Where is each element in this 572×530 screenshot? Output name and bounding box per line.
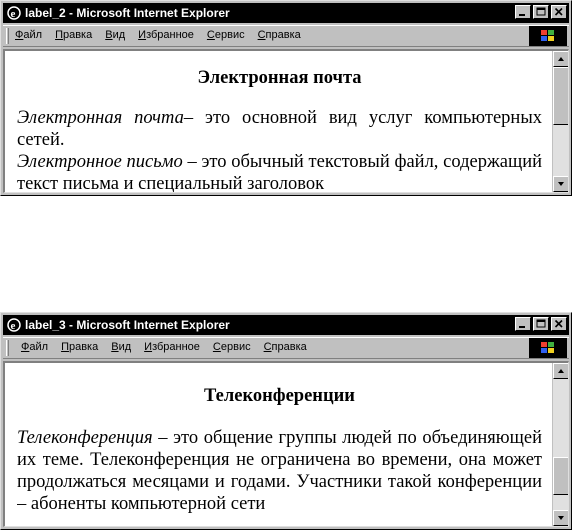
menu-help[interactable] (258, 29, 301, 41)
menu-accel: С (212, 341, 221, 353)
menu-edit[interactable] (61, 341, 98, 353)
page-heading: Электронная почта (197, 68, 362, 88)
menu-favorites[interactable] (144, 341, 200, 353)
menu-bar (3, 337, 569, 359)
menu-tools[interactable] (207, 29, 245, 41)
menu-label: равка (62, 29, 93, 41)
scroll-up-button[interactable] (553, 51, 569, 67)
menu-label: ид (118, 341, 132, 353)
paragraph (17, 107, 542, 151)
term: Электронное письмо (17, 152, 183, 172)
scroll-thumb[interactable] (553, 67, 569, 125)
minimize-button[interactable] (515, 317, 531, 331)
menu-accel: И (138, 29, 147, 41)
svg-text:e: e (10, 320, 16, 332)
windows-logo-icon (529, 338, 567, 358)
maximize-button[interactable] (533, 5, 549, 19)
page-viewport (3, 49, 569, 193)
menu-label: ид (112, 29, 126, 41)
title-bar[interactable] (3, 3, 569, 23)
window-title: label_3 - Microsoft Internet Explorer (25, 318, 230, 332)
scroll-down-button[interactable] (553, 176, 569, 192)
vertical-scrollbar[interactable] (552, 363, 568, 526)
browser-window-label-2 (0, 0, 572, 196)
menu-accel: В (111, 341, 119, 353)
menu-bar (3, 25, 569, 47)
menu-label: айл (29, 341, 49, 353)
menu-label: збранное (146, 29, 194, 41)
menu-label: ервис (220, 341, 251, 353)
title-bar[interactable] (3, 315, 569, 335)
page-content (17, 363, 542, 526)
menu-file[interactable] (21, 341, 48, 353)
menu-accel: П (61, 341, 69, 353)
windows-logo-icon (529, 26, 567, 46)
page-heading: Телеконференции (204, 386, 355, 406)
menu-label: збранное (152, 341, 200, 353)
menu-view[interactable] (111, 341, 131, 353)
paragraph (17, 427, 542, 515)
menu-label: правка (265, 29, 301, 41)
paragraph-text: – это основной вид услуг компьютерных сетей. (17, 108, 542, 150)
menu-accel: С (206, 29, 215, 41)
menu-accel: И (144, 341, 153, 353)
menu-view[interactable] (105, 29, 125, 41)
menu-accel: В (105, 29, 113, 41)
menu-label: правка (271, 341, 307, 353)
browser-window-label-3 (0, 312, 572, 530)
menu-accel: С (257, 29, 266, 41)
menu-help[interactable] (264, 341, 307, 353)
menu-edit[interactable] (55, 29, 92, 41)
menu-label: ервис (214, 29, 245, 41)
vertical-scrollbar[interactable] (552, 51, 568, 192)
ie-icon (6, 317, 22, 333)
page-content (17, 51, 542, 192)
menu-label: равка (68, 341, 99, 353)
term: Электронная почта (17, 108, 184, 128)
toolbar-grip[interactable] (6, 28, 9, 44)
minimize-button[interactable] (515, 5, 531, 19)
term: Телеконференция (17, 428, 153, 448)
menu-accel: Ф (15, 29, 24, 41)
menu-accel: П (55, 29, 63, 41)
page-viewport (3, 361, 569, 527)
window-title: label_2 - Microsoft Internet Explorer (25, 6, 230, 20)
paragraph (17, 151, 542, 192)
toolbar-grip[interactable] (6, 340, 9, 356)
menu-accel: С (263, 341, 272, 353)
scroll-down-button[interactable] (553, 510, 569, 526)
paragraph-text: – это общение группы людей по объединяющей их теме. Телеконференция не ограничена во времени, она может продолжаться месяцами и годами. Участники такой конференции – абоненты компьютерной сети (17, 428, 542, 514)
paragraph-text: – это обычный текстовый файл, содержащий текст письма и специальный заголовок (17, 152, 542, 192)
scroll-up-button[interactable] (553, 363, 569, 379)
menu-label: айл (23, 29, 43, 41)
menu-file[interactable] (15, 29, 42, 41)
scroll-thumb[interactable] (553, 457, 569, 495)
menu-accel: Ф (21, 341, 30, 353)
maximize-button[interactable] (533, 317, 549, 331)
ie-icon (6, 5, 22, 21)
svg-text:e: e (10, 8, 16, 20)
menu-favorites[interactable] (138, 29, 194, 41)
menu-tools[interactable] (213, 341, 251, 353)
close-button[interactable] (551, 317, 567, 331)
close-button[interactable] (551, 5, 567, 19)
